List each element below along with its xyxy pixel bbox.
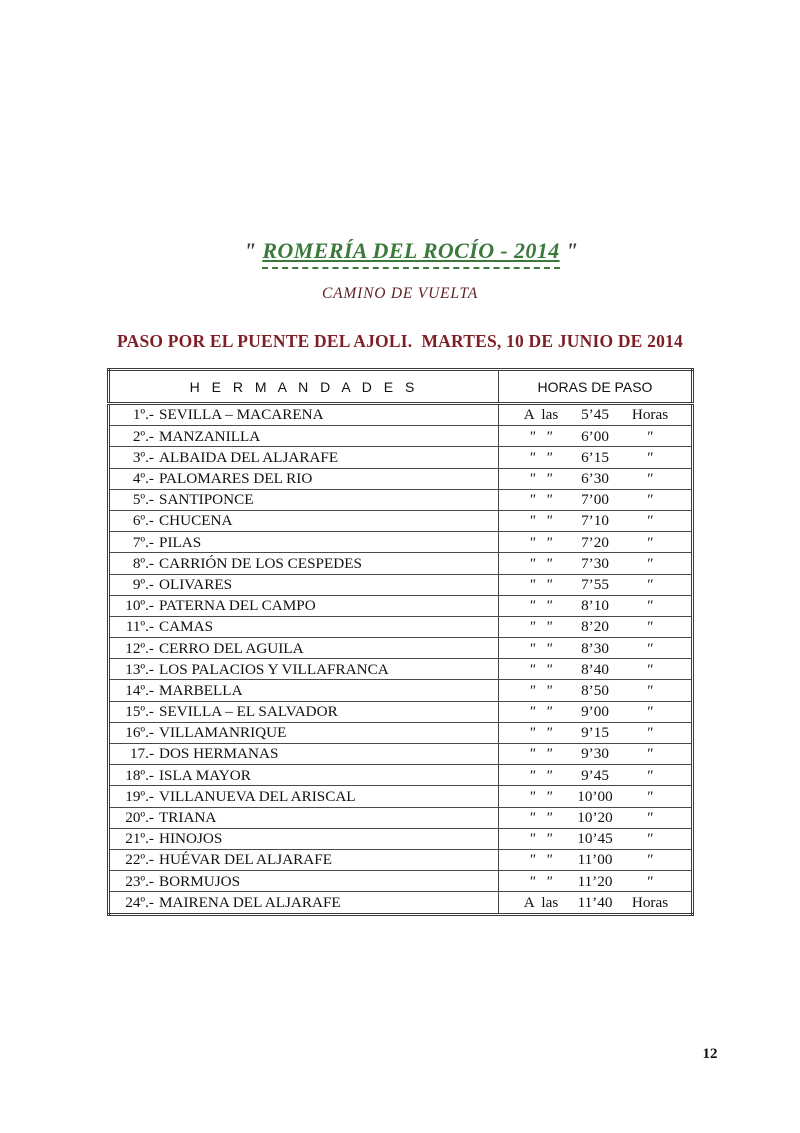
hora-wrap — [499, 831, 691, 846]
hermandad-cell — [109, 404, 499, 426]
row-ordinal: 23º.- — [125, 872, 154, 890]
time-value: 8’20 — [581, 618, 609, 636]
hermandad-name: SANTIPONCE — [159, 491, 254, 509]
row-ordinal: 6º.- — [132, 512, 154, 530]
row-ordinal: 22º.- — [125, 851, 154, 869]
column-header-hermandades: H E R M A N D A D E S — [109, 370, 499, 404]
hermandad-name: CARRIÓN DE LOS CESPEDES — [159, 554, 362, 572]
hora-cell — [499, 786, 693, 807]
time-prefix: " " — [528, 766, 554, 784]
table-row — [109, 489, 693, 510]
hora-cell — [499, 680, 693, 701]
hermandad-cell — [109, 574, 499, 595]
time-prefix: " " — [528, 427, 554, 445]
hermandad-cell — [109, 828, 499, 849]
hora-wrap — [499, 641, 691, 656]
hermandad-name: ALBAIDA DEL ALJARAFE — [159, 448, 339, 466]
time-value: 7’55 — [581, 575, 609, 593]
hora-cell — [499, 849, 693, 870]
time-prefix: " " — [528, 703, 554, 721]
hermandad-name: MARBELLA — [159, 681, 243, 699]
time-suffix: " — [646, 448, 654, 466]
hermandad-cell — [109, 765, 499, 786]
hora-wrap — [499, 492, 691, 507]
time-suffix: " — [646, 639, 654, 657]
time-suffix: " — [646, 575, 654, 593]
hermandad-name: VILLAMANRIQUE — [159, 724, 287, 742]
hermandad-cell — [109, 638, 499, 659]
time-suffix: " — [646, 851, 654, 869]
hora-wrap — [499, 852, 691, 867]
time-prefix: A las — [523, 406, 559, 424]
hermandad-cell — [109, 659, 499, 680]
time-suffix: " — [646, 681, 654, 699]
time-prefix: " " — [528, 639, 554, 657]
document-title-line — [0, 238, 800, 269]
hermandad-cell — [109, 744, 499, 765]
time-suffix: " — [646, 512, 654, 530]
hermandad-cell — [109, 892, 499, 914]
title-text: ROMERÍA DEL ROCÍO - 2014 — [262, 238, 560, 263]
hora-cell — [499, 765, 693, 786]
hora-wrap — [499, 895, 691, 910]
hora-cell — [499, 404, 693, 426]
time-suffix: " — [646, 724, 654, 742]
time-value: 6’15 — [581, 448, 609, 466]
time-suffix: " — [646, 491, 654, 509]
timetable-body — [109, 404, 693, 915]
hermandad-name: HINOJOS — [159, 830, 223, 848]
hermandad-cell — [109, 680, 499, 701]
document-title — [238, 238, 585, 269]
row-ordinal: 16º.- — [125, 724, 154, 742]
time-prefix: " " — [528, 554, 554, 572]
hora-cell — [499, 638, 693, 659]
row-ordinal: 5º.- — [132, 491, 154, 509]
time-suffix: " — [646, 787, 654, 805]
hermandad-name: MANZANILLA — [159, 427, 261, 445]
time-value: 11’00 — [577, 851, 613, 869]
row-ordinal: 9º.- — [132, 575, 154, 593]
hermandad-name: CHUCENA — [159, 512, 233, 530]
time-suffix: " — [646, 427, 654, 445]
hora-wrap — [499, 450, 691, 465]
row-ordinal: 17.- — [129, 745, 154, 763]
hora-wrap — [499, 874, 691, 889]
row-ordinal: 10º.- — [125, 597, 154, 615]
hermandad-cell — [109, 595, 499, 616]
time-prefix: " " — [528, 533, 554, 551]
time-suffix: " — [646, 703, 654, 721]
hermandad-cell — [109, 871, 499, 892]
page-number: 12 — [702, 1046, 718, 1062]
hora-cell — [499, 701, 693, 722]
time-value: 8’50 — [581, 681, 609, 699]
hora-cell — [499, 574, 693, 595]
time-suffix: " — [646, 618, 654, 636]
hora-wrap — [499, 598, 691, 613]
time-prefix: " " — [528, 597, 554, 615]
time-value: 10’00 — [577, 787, 613, 805]
hora-cell — [499, 510, 693, 531]
hermandad-name: BORMUJOS — [159, 872, 241, 890]
hora-cell — [499, 871, 693, 892]
time-prefix: " " — [528, 681, 554, 699]
table-row — [109, 701, 693, 722]
hermandad-cell — [109, 701, 499, 722]
time-suffix: " — [646, 554, 654, 572]
document-subtitle: CAMINO DE VUELTA — [321, 285, 478, 302]
time-value: 6’00 — [581, 427, 609, 445]
row-ordinal: 2º.- — [132, 427, 154, 445]
hora-cell — [499, 553, 693, 574]
hora-wrap — [499, 556, 691, 571]
table-row — [109, 404, 693, 426]
hora-cell — [499, 489, 693, 510]
time-prefix: " " — [528, 618, 554, 636]
row-ordinal: 8º.- — [132, 554, 154, 572]
hermandad-name: VILLANUEVA DEL ARISCAL — [159, 787, 356, 805]
time-value: 11’20 — [577, 872, 613, 890]
time-prefix: " " — [528, 491, 554, 509]
time-value: 10’20 — [577, 809, 613, 827]
time-prefix: " " — [528, 470, 554, 488]
hora-cell — [499, 426, 693, 447]
time-prefix: " " — [528, 872, 554, 890]
time-value: 8’10 — [581, 597, 609, 615]
row-ordinal: 13º.- — [125, 660, 154, 678]
hora-cell — [499, 616, 693, 637]
table-row — [109, 426, 693, 447]
row-ordinal: 14º.- — [125, 681, 154, 699]
time-prefix: " " — [528, 787, 554, 805]
hora-wrap — [499, 407, 691, 422]
title-close-quote: " — [565, 238, 579, 263]
hermandad-name: OLIVARES — [159, 575, 233, 593]
time-suffix: Horas — [631, 893, 669, 911]
hermandad-cell — [109, 468, 499, 489]
column-header-horas-de-paso: HORAS DE PASO — [499, 370, 693, 404]
time-value: 9’30 — [581, 745, 609, 763]
title-open-quote: " — [243, 238, 257, 263]
hora-wrap — [499, 513, 691, 528]
time-prefix: " " — [528, 660, 554, 678]
hora-cell — [499, 659, 693, 680]
table-row — [109, 447, 693, 468]
hermandad-name: CERRO DEL AGUILA — [159, 639, 304, 657]
time-value: 7’20 — [581, 533, 609, 551]
time-value: 9’45 — [581, 766, 609, 784]
row-ordinal: 3º.- — [132, 448, 154, 466]
table-row — [109, 659, 693, 680]
time-suffix: Horas — [631, 406, 669, 424]
row-ordinal: 12º.- — [125, 639, 154, 657]
row-ordinal: 18º.- — [125, 766, 154, 784]
hermandad-cell — [109, 510, 499, 531]
hermandad-cell — [109, 849, 499, 870]
row-ordinal: 15º.- — [125, 703, 154, 721]
time-suffix: " — [646, 533, 654, 551]
time-prefix: " " — [528, 724, 554, 742]
hora-cell — [499, 447, 693, 468]
row-ordinal: 21º.- — [125, 830, 154, 848]
time-prefix: A las — [523, 893, 559, 911]
hora-wrap — [499, 789, 691, 804]
time-suffix: " — [646, 809, 654, 827]
time-suffix: " — [646, 745, 654, 763]
table-row — [109, 722, 693, 743]
hora-wrap — [499, 619, 691, 634]
hora-cell — [499, 468, 693, 489]
time-value: 11’40 — [577, 893, 613, 911]
time-value: 9’15 — [581, 724, 609, 742]
hora-cell — [499, 722, 693, 743]
hermandad-cell — [109, 532, 499, 553]
title-underline-wrap — [262, 238, 559, 269]
table-row — [109, 553, 693, 574]
hermandad-name: MAIRENA DEL ALJARAFE — [159, 893, 341, 911]
hora-wrap — [499, 810, 691, 825]
hermandad-cell — [109, 489, 499, 510]
timetable — [107, 368, 694, 916]
timetable-head — [109, 370, 693, 404]
time-value: 8’30 — [581, 639, 609, 657]
table-row — [109, 786, 693, 807]
hora-wrap — [499, 577, 691, 592]
time-suffix: " — [646, 766, 654, 784]
hora-wrap — [499, 662, 691, 677]
hora-cell — [499, 828, 693, 849]
hermandad-cell — [109, 807, 499, 828]
hora-cell — [499, 744, 693, 765]
hermandad-name: TRIANA — [159, 809, 217, 827]
time-prefix: " " — [528, 830, 554, 848]
table-row — [109, 638, 693, 659]
hora-cell — [499, 532, 693, 553]
hermandad-name: DOS HERMANAS — [159, 745, 279, 763]
row-ordinal: 1º.- — [132, 406, 154, 424]
row-ordinal: 11º.- — [125, 618, 154, 636]
hermandad-name: PATERNA DEL CAMPO — [159, 597, 316, 615]
time-suffix: " — [646, 597, 654, 615]
hora-wrap — [499, 471, 691, 486]
table-row — [109, 807, 693, 828]
hermandad-cell — [109, 447, 499, 468]
time-prefix: " " — [528, 575, 554, 593]
row-ordinal: 20º.- — [125, 809, 154, 827]
hermandad-name: SEVILLA – EL SALVADOR — [159, 703, 338, 721]
table-row — [109, 680, 693, 701]
row-ordinal: 7º.- — [132, 533, 154, 551]
hermandad-cell — [109, 426, 499, 447]
row-ordinal: 24º.- — [125, 893, 154, 911]
table-row — [109, 510, 693, 531]
time-suffix: " — [646, 830, 654, 848]
timetable-header-row — [109, 370, 693, 404]
time-value: 7’10 — [581, 512, 609, 530]
hermandad-cell — [109, 786, 499, 807]
hermandad-name: ISLA MAYOR — [159, 766, 251, 784]
time-prefix: " " — [528, 512, 554, 530]
time-value: 5’45 — [581, 406, 609, 424]
hermandad-cell — [109, 616, 499, 637]
time-prefix: " " — [528, 809, 554, 827]
time-prefix: " " — [528, 745, 554, 763]
row-ordinal: 4º.- — [132, 470, 154, 488]
hora-wrap — [499, 704, 691, 719]
hora-wrap — [499, 725, 691, 740]
table-row — [109, 892, 693, 914]
table-row — [109, 871, 693, 892]
time-suffix: " — [646, 470, 654, 488]
hermandad-cell — [109, 553, 499, 574]
hermandad-name: PALOMARES DEL RIO — [159, 470, 313, 488]
table-row — [109, 849, 693, 870]
hermandad-name: CAMAS — [159, 618, 214, 636]
document-heading: PASO POR EL PUENTE DEL AJOLI. MARTES, 10 DE JUNIO DE 2014 — [117, 331, 683, 351]
hora-wrap — [499, 746, 691, 761]
table-row — [109, 828, 693, 849]
hora-cell — [499, 595, 693, 616]
hora-cell — [499, 807, 693, 828]
hora-wrap — [499, 535, 691, 550]
hermandad-name: HUÉVAR DEL ALJARAFE — [159, 851, 332, 869]
table-row — [109, 468, 693, 489]
hora-wrap — [499, 429, 691, 444]
hora-wrap — [499, 683, 691, 698]
hora-wrap — [499, 768, 691, 783]
time-value: 8’40 — [581, 660, 609, 678]
time-prefix: " " — [528, 851, 554, 869]
hermandad-name: LOS PALACIOS Y VILLAFRANCA — [159, 660, 389, 678]
hermandad-name: PILAS — [159, 533, 202, 551]
time-value: 7’30 — [581, 554, 609, 572]
hermandad-name: SEVILLA – MACARENA — [159, 406, 324, 424]
table-row — [109, 744, 693, 765]
time-value: 7’00 — [581, 491, 609, 509]
hermandad-cell — [109, 722, 499, 743]
time-prefix: " " — [528, 448, 554, 466]
row-ordinal: 19º.- — [125, 787, 154, 805]
hora-cell — [499, 892, 693, 914]
table-row — [109, 595, 693, 616]
time-value: 6’30 — [581, 470, 609, 488]
time-suffix: " — [646, 872, 654, 890]
time-value: 10’45 — [577, 830, 613, 848]
table-row — [109, 574, 693, 595]
time-suffix: " — [646, 660, 654, 678]
table-row — [109, 532, 693, 553]
table-row — [109, 765, 693, 786]
table-row — [109, 616, 693, 637]
time-value: 9’00 — [581, 703, 609, 721]
